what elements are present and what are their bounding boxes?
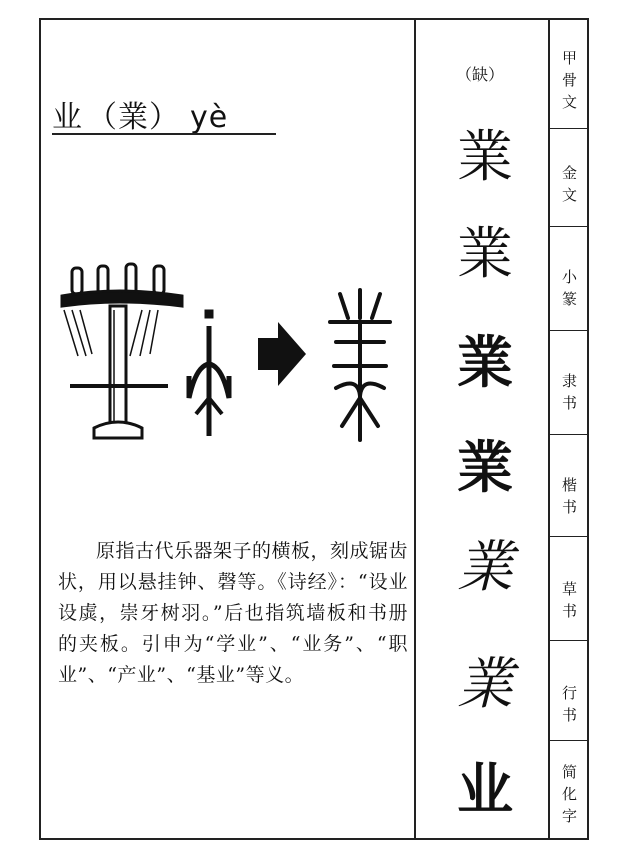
label-regular xyxy=(550,448,589,544)
label-separator xyxy=(550,128,589,129)
simplified-char: 业 xyxy=(52,100,83,135)
label-separator xyxy=(550,434,589,435)
instrument-rack-drawing xyxy=(62,264,182,438)
label-char: 小 xyxy=(561,268,577,286)
oracle-missing-note: （缺） xyxy=(456,65,505,84)
script-label-column xyxy=(550,18,589,840)
label-char: 草 xyxy=(561,580,577,598)
glyph-regular: 業 xyxy=(457,435,513,501)
label-char: 骨 xyxy=(561,71,577,89)
label-simplified xyxy=(550,748,589,840)
label-char: 书 xyxy=(561,602,577,620)
label-char: 简 xyxy=(561,763,577,781)
traditional-char: （業） xyxy=(87,100,180,135)
definition-text: 原指古代乐器架子的横板，刻成锯齿状，用以悬挂钟、磬等。《诗经》：“设业设虡，崇牙树羽。”后也指筑墙板和书册的夹板。引申为“学业”、“业务”、“职业”、“产业”、“基业”等义。 xyxy=(58,540,409,686)
label-char: 金 xyxy=(561,164,577,182)
label-cursive xyxy=(550,552,589,648)
glyph-simplified: 业 xyxy=(457,757,513,823)
glyph-clerical: 業 xyxy=(457,330,513,396)
label-char: 篆 xyxy=(561,290,577,308)
label-char: 文 xyxy=(561,186,577,204)
label-separator xyxy=(550,740,589,741)
label-char: 隶 xyxy=(561,372,577,390)
label-running xyxy=(550,656,589,752)
glyph-small-seal: 業 xyxy=(457,222,513,287)
label-oracle-bone xyxy=(550,32,589,128)
oracle-pictograph xyxy=(189,310,229,436)
label-char: 文 xyxy=(561,93,577,111)
entry-heading xyxy=(52,92,228,136)
glyph-bronze: 業 xyxy=(457,125,513,190)
glyph-running: 業 xyxy=(457,652,513,717)
label-char: 行 xyxy=(561,684,577,702)
glyph-cursive: 業 xyxy=(457,535,513,600)
label-separator xyxy=(550,226,589,227)
pinyin: yè xyxy=(190,100,229,135)
label-char: 甲 xyxy=(561,49,577,67)
seal-script-glyph xyxy=(330,290,390,440)
label-char: 书 xyxy=(561,394,577,412)
label-char: 字 xyxy=(561,807,577,825)
label-small-seal xyxy=(550,240,589,336)
label-char: 书 xyxy=(561,706,577,724)
column-divider xyxy=(414,18,416,840)
label-clerical xyxy=(550,344,589,440)
arrow-icon xyxy=(258,322,306,386)
etymology-illustration xyxy=(58,258,408,448)
label-separator xyxy=(550,536,589,537)
label-separator xyxy=(550,640,589,641)
heading-underline xyxy=(52,133,276,135)
label-separator xyxy=(550,330,589,331)
label-bronze xyxy=(550,136,589,232)
label-char: 书 xyxy=(561,498,577,516)
label-char: 化 xyxy=(561,785,577,803)
label-char: 楷 xyxy=(561,476,577,494)
